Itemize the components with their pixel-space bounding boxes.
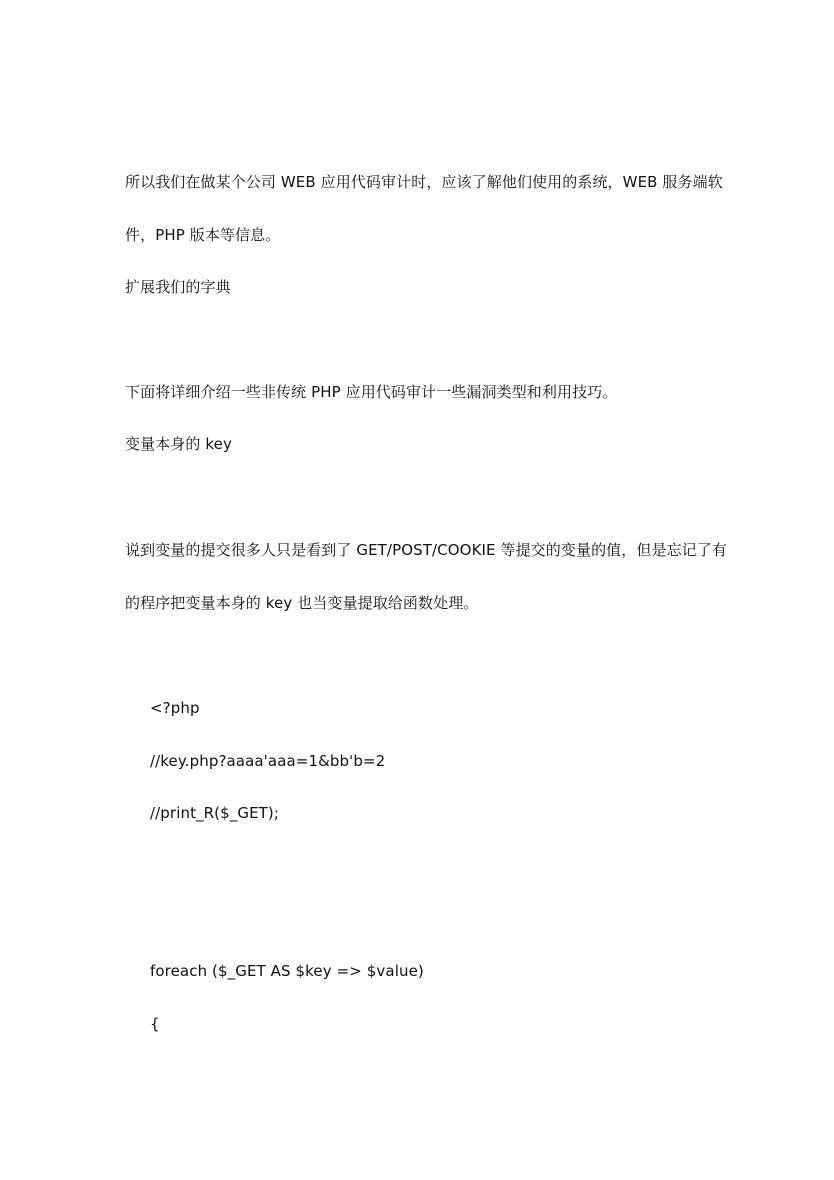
section-heading: 变量本身的 key [125, 435, 232, 453]
paragraph-line: 说到变量的提交很多人只是看到了 GET/POST/COOKIE 等提交的变量的值，但是忘记了有 [125, 541, 727, 559]
code-line: <?php [150, 699, 200, 717]
code-line: foreach ($_GET AS $key => $value) [150, 962, 424, 980]
paragraph-line: 下面将详细介绍一些非传统 PHP 应用代码审计一些漏洞类型和利用技巧。 [125, 383, 618, 401]
paragraph-line: 件，PHP 版本等信息。 [125, 226, 281, 244]
section-heading: 扩展我们的字典 [125, 278, 231, 296]
code-line: //print_R($_GET); [150, 804, 280, 822]
paragraph-line: 所以我们在做某个公司 WEB 应用代码审计时，应该了解他们使用的系统，WEB 服务端软 [125, 173, 723, 191]
code-line: //key.php?aaaa'aaa=1&bb'b=2 [150, 752, 386, 770]
code-line: { [150, 1015, 160, 1033]
paragraph-line: 的程序把变量本身的 key 也当变量提取给函数处理。 [125, 594, 479, 612]
